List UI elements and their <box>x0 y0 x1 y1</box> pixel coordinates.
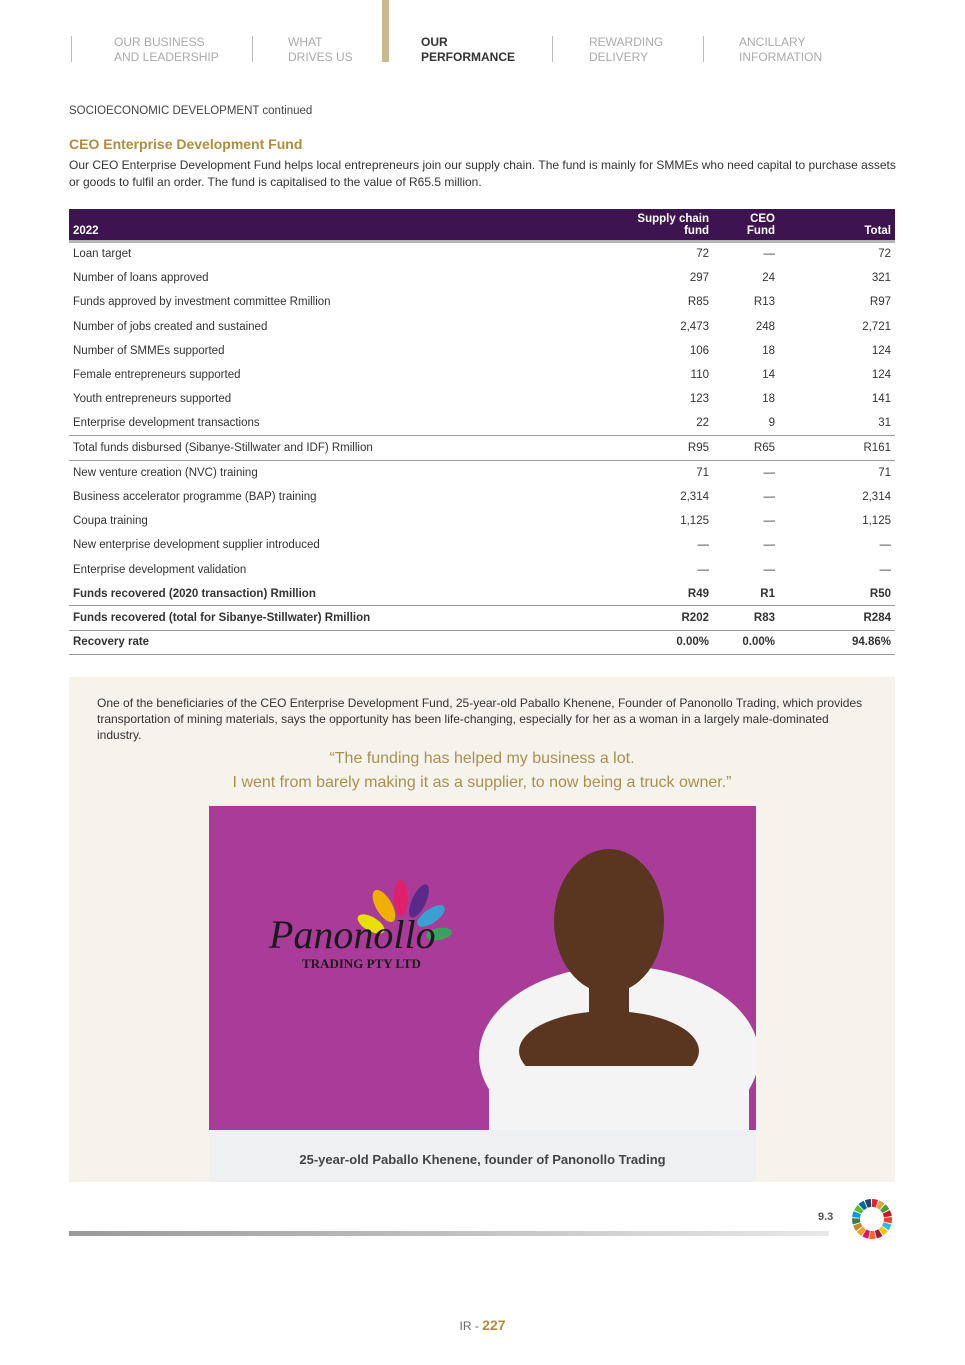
row-label: New venture creation (NVC) training <box>73 466 258 479</box>
beneficiary-photo <box>209 806 756 1130</box>
row-label: Business accelerator programme (BAP) training <box>73 490 317 503</box>
ceo-fund-value: R83 <box>715 606 795 630</box>
row-label: Funds recovered (total for Sibanye-Stillwater) Rmillion <box>69 606 555 630</box>
ceo-fund-value: 24 <box>762 271 775 284</box>
page-number-value: 227 <box>482 1317 506 1333</box>
quote-line-2: I went from barely making it as a supplier, to now being a truck owner.” <box>232 774 732 791</box>
ceo-fund-value: 0.00% <box>715 630 795 654</box>
active-section-marker <box>382 0 389 62</box>
nav-label: PERFORMANCE <box>421 50 516 64</box>
nav-our-performance[interactable] <box>421 35 515 65</box>
total-value: 2,314 <box>862 490 891 503</box>
supply-chain-value: 297 <box>689 271 709 284</box>
nav-label: OUR BUSINESS <box>114 35 205 49</box>
ceo-fund-value: — <box>763 563 775 576</box>
supply-chain-value: R95 <box>555 436 715 460</box>
table-row <box>69 436 895 460</box>
table-row <box>69 630 895 654</box>
ceo-fund-value: — <box>763 248 775 261</box>
beneficiary-story-panel <box>69 677 895 1182</box>
table-row <box>69 557 895 581</box>
row-label: Number of SMMEs supported <box>73 344 225 357</box>
nav-label: ANCILLARY <box>739 35 806 49</box>
table-row <box>69 606 895 630</box>
table-row <box>69 533 895 557</box>
row-label: Enterprise development transactions <box>69 412 555 436</box>
photo-caption: 25-year-old Paballo Khenene, founder of Panonollo Trading <box>209 1130 756 1182</box>
total-value: 2,721 <box>862 320 891 333</box>
panonollo-logo-sub: TRADING PTY LTD <box>302 956 421 971</box>
table-row <box>69 242 895 266</box>
ceo-fund-value: — <box>763 514 775 527</box>
story-text: One of the beneficiaries of the CEO Enterprise Development Fund, 25-year-old Paballo Khenene, Founder of Panonollo Trading, which provides transportation of mining materials, says the opportunity has been life-changing, especially for her as a woman in a largely male-dominated industry. <box>97 696 863 742</box>
supply-chain-value: 110 <box>690 369 709 382</box>
ceo-fund-value: 14 <box>762 369 775 382</box>
quote-line-1: “The funding has helped my business a lot. <box>329 750 635 767</box>
sdg-target: 9.3 <box>818 1211 834 1223</box>
ceo-fund-value: R65 <box>715 436 795 460</box>
nav-divider <box>71 36 72 62</box>
row-label: Funds recovered (2020 transaction) Rmillion <box>69 582 555 606</box>
total-value: R50 <box>795 582 895 606</box>
supply-chain-value: 2,314 <box>680 490 709 503</box>
sdg-wheel-icon <box>851 1198 893 1240</box>
supply-chain-value: 22 <box>555 412 715 436</box>
table-row <box>69 582 895 606</box>
nav-label: INFORMATION <box>739 50 823 64</box>
header-label: Supply chain fund <box>637 213 709 237</box>
header-supply-chain-fund <box>555 209 715 242</box>
table-row <box>69 363 895 387</box>
table-body <box>69 242 895 655</box>
supply-chain-value: 71 <box>696 466 709 479</box>
total-value: R161 <box>795 436 895 460</box>
nav-label: DELIVERY <box>589 50 649 64</box>
nav-divider <box>703 36 704 62</box>
row-label: Loan target <box>73 248 132 261</box>
total-value: 72 <box>878 248 891 261</box>
supply-chain-value: R85 <box>687 296 709 309</box>
ceo-fund-value: — <box>763 490 775 503</box>
supply-chain-value: 1,125 <box>680 514 709 527</box>
table-row <box>69 290 895 314</box>
total-value: R97 <box>869 296 891 309</box>
section-heading: CEO Enterprise Development Fund <box>69 136 303 152</box>
nav-label: REWARDING <box>589 35 664 49</box>
page-prefix: IR - <box>459 1319 483 1333</box>
row-label: Enterprise development validation <box>73 563 247 576</box>
total-value: 321 <box>871 271 891 284</box>
nav-what-drives-us[interactable] <box>288 35 353 65</box>
ceo-fund-value: R1 <box>715 582 795 606</box>
supply-chain-value: 0.00% <box>555 630 715 654</box>
total-value: 1,125 <box>862 514 891 527</box>
panonollo-logo: Panonollo <box>269 912 436 957</box>
total-value: 124 <box>871 344 891 357</box>
total-value: 94.86% <box>795 630 895 654</box>
supply-chain-value: 72 <box>696 248 709 261</box>
table-row <box>69 460 895 484</box>
table-row <box>69 412 895 436</box>
supply-chain-value: — <box>697 563 709 576</box>
table-row <box>69 339 895 363</box>
nav-label: AND LEADERSHIP <box>114 50 219 64</box>
header-ceo-fund: CEO Fund <box>715 209 795 242</box>
nav-our-business[interactable] <box>114 35 219 65</box>
nav-divider <box>252 36 253 62</box>
supply-chain-value: 2,473 <box>680 320 709 333</box>
total-value: — <box>879 563 891 576</box>
total-value: R284 <box>795 606 895 630</box>
ceo-fund-value: 18 <box>762 393 775 406</box>
row-label: Total funds disbursed (Sibanye-Stillwater and IDF) Rmillion <box>69 436 555 460</box>
nav-label: WHAT <box>288 35 323 49</box>
sdg-segment <box>884 1217 892 1223</box>
row-label: New enterprise development supplier introduced <box>73 539 320 552</box>
ceo-fund-value: — <box>763 466 775 479</box>
row-label: Youth entrepreneurs supported <box>73 393 232 406</box>
top-navigation <box>0 0 965 70</box>
row-label: Funds approved by investment committee Rmillion <box>73 296 331 309</box>
nav-ancillary-information[interactable] <box>739 35 822 65</box>
total-value: 124 <box>871 369 891 382</box>
section-label: SOCIOECONOMIC DEVELOPMENT continued <box>69 105 313 117</box>
footer-divider <box>69 1231 829 1236</box>
table-row <box>69 387 895 411</box>
intro-paragraph: Our CEO Enterprise Development Fund helps local entrepreneurs join our supply chain. The fund is mainly for SMMEs who need capital to purchase assets or goods to fulfil an order. The fund is capitalised to the value of R65.5 million. <box>69 158 896 189</box>
header-year: 2022 <box>69 209 555 242</box>
nav-divider <box>552 36 553 62</box>
header-total: Total <box>795 209 895 242</box>
row-label: Number of jobs created and sustained <box>73 320 268 333</box>
table-row <box>69 314 895 338</box>
ceo-fund-value: 248 <box>755 320 775 333</box>
total-value: 31 <box>795 412 895 436</box>
table-header-row <box>69 209 895 242</box>
ceo-fund-value: — <box>763 539 775 552</box>
row-label: Number of loans approved <box>73 271 209 284</box>
row-label: Coupa training <box>73 514 148 527</box>
page-number <box>0 1317 965 1333</box>
ceo-fund-value: 9 <box>715 412 795 436</box>
table-row <box>69 509 895 533</box>
supply-chain-value: 123 <box>689 393 709 406</box>
ceo-fund-value: R13 <box>753 296 775 309</box>
supply-chain-value: — <box>697 539 709 552</box>
nav-label: OUR <box>421 35 448 49</box>
table-row <box>69 266 895 290</box>
total-value: — <box>879 539 891 552</box>
fund-table <box>69 209 895 655</box>
nav-rewarding-delivery[interactable] <box>589 35 663 65</box>
table-row <box>69 484 895 508</box>
total-value: 141 <box>871 393 891 406</box>
sdg-segment <box>869 1231 875 1239</box>
supply-chain-value: R49 <box>555 582 715 606</box>
row-label: Female entrepreneurs supported <box>73 369 241 382</box>
ceo-fund-value: 18 <box>762 344 775 357</box>
logo-leaves-icon <box>209 806 756 1130</box>
total-value: 71 <box>878 466 891 479</box>
supply-chain-value: R202 <box>555 606 715 630</box>
nav-label: DRIVES US <box>288 50 353 64</box>
supply-chain-value: 106 <box>689 344 709 357</box>
row-label: Recovery rate <box>69 630 555 654</box>
